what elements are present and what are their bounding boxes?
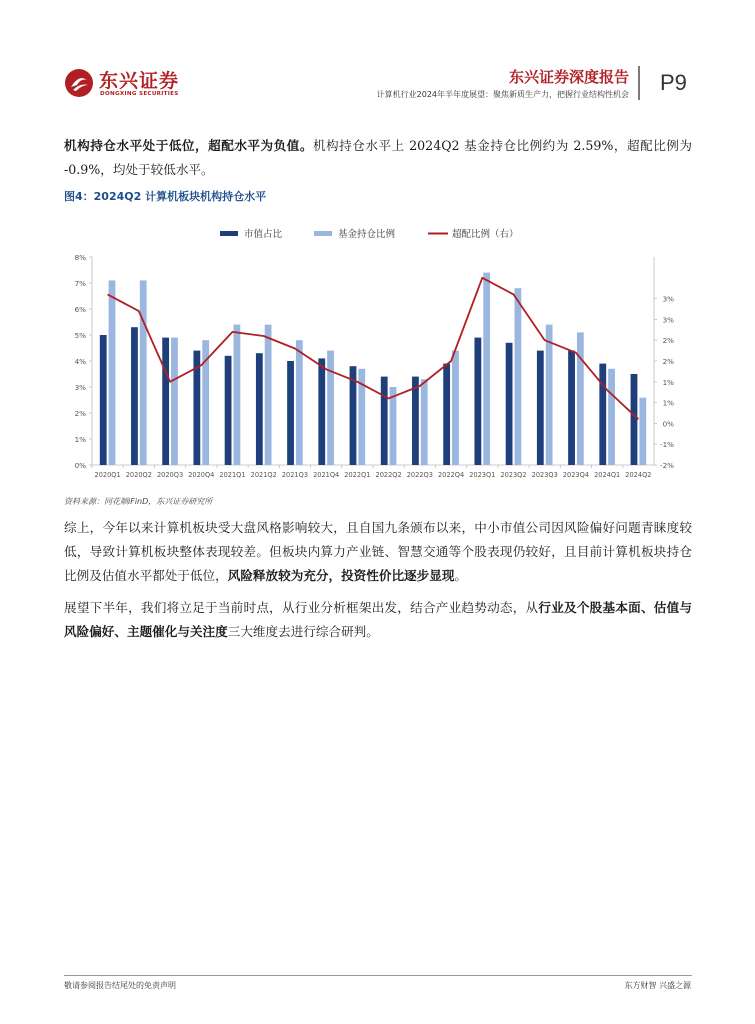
x-axis-tick-label: 2021Q4 — [313, 471, 340, 479]
bar-market-cap-share — [318, 358, 325, 465]
report-subtitle: 计算机行业2024年半年度展望：聚焦新质生产力，把握行业结构性机会 — [376, 90, 629, 99]
bar-market-cap-share — [412, 377, 419, 465]
logo-mark-icon — [64, 68, 94, 98]
bar-fund-holding-ratio — [515, 288, 522, 465]
left-axis-tick-label: 5% — [74, 331, 86, 340]
holdings-chart — [60, 218, 700, 488]
line-overweight-ratio — [108, 278, 639, 419]
left-axis-tick-label: 2% — [74, 409, 86, 418]
right-axis-tick-label: -1% — [660, 440, 674, 450]
bar-fund-holding-ratio — [483, 273, 490, 465]
bar-fund-holding-ratio — [140, 280, 147, 465]
right-axis-tick-label: 0% — [662, 419, 674, 429]
bar-market-cap-share — [474, 338, 481, 465]
x-axis-tick-label: 2022Q3 — [406, 471, 433, 479]
paragraph-outlook — [64, 596, 692, 644]
x-axis-tick-label: 2024Q1 — [594, 471, 621, 479]
x-axis-tick-label: 2022Q2 — [375, 471, 402, 479]
bar-fund-holding-ratio — [421, 379, 428, 465]
bar-market-cap-share — [599, 364, 606, 465]
x-axis-tick-label: 2020Q3 — [156, 471, 184, 479]
bar-market-cap-share — [631, 374, 638, 465]
paragraph-outlook-text1: 展望下半年，我们将立足于当前时点，从行业分析框架出发，结合产业趋势动态，从 — [64, 600, 539, 615]
left-axis-tick-label: 6% — [74, 305, 86, 314]
x-axis-tick-label: 2024Q2 — [625, 471, 652, 479]
figure-source: 资料来源：同花顺iFinD，东兴证券研究所 — [64, 497, 213, 506]
bar-market-cap-share — [568, 351, 575, 465]
right-axis-tick-label: -2% — [660, 461, 674, 470]
bar-market-cap-share — [131, 327, 138, 465]
right-axis-tick-label: 1% — [662, 377, 674, 387]
paragraph-summary — [64, 516, 692, 588]
footer-slogan: 东方财智 兴盛之源 — [624, 981, 691, 990]
bar-fund-holding-ratio — [296, 340, 303, 465]
left-axis-tick-label: 0% — [74, 461, 86, 470]
bar-fund-holding-ratio — [608, 369, 615, 465]
bar-market-cap-share — [256, 353, 263, 465]
report-title: 东兴证券深度报告 — [508, 68, 629, 86]
bar-market-cap-share — [443, 364, 450, 465]
x-axis-tick-label: 2021Q1 — [219, 471, 246, 479]
logo-subtext: DONGXING SECURITIES — [100, 91, 179, 97]
paragraph-outlook-bold: 行业及个股基本面、估值与风险偏好、主题催化与关注度 — [64, 600, 693, 639]
legend-market-cap-share-label: 市值占比 — [244, 229, 283, 240]
right-axis-tick-label: 3% — [662, 315, 674, 325]
footer-disclaimer: 敬请参阅报告结尾处的免责声明 — [64, 981, 176, 990]
bar-fund-holding-ratio — [546, 325, 553, 465]
bar-fund-holding-ratio — [577, 332, 584, 465]
bar-market-cap-share — [162, 338, 169, 465]
paragraph-holdings-text: 机构持仓水平上 2024Q2 基金持仓比例约为 2.59%，超配比例为 -0.9%，均处于较低水平。 — [64, 138, 693, 177]
x-axis-tick-label: 2020Q2 — [125, 471, 152, 479]
bar-fund-holding-ratio — [452, 351, 459, 465]
x-axis-tick-label: 2023Q3 — [531, 471, 558, 479]
paragraph-outlook-text2: 三大维度去进行综合研判。 — [227, 624, 379, 639]
bar-fund-holding-ratio — [390, 387, 397, 465]
bar-fund-holding-ratio — [639, 398, 646, 465]
right-axis-tick-label: 2% — [662, 336, 674, 346]
logo-text: 东兴证券 — [99, 70, 180, 92]
x-axis-tick-label: 2021Q2 — [250, 471, 277, 479]
left-axis-tick-label: 8% — [74, 253, 86, 262]
x-axis-tick-label: 2023Q1 — [469, 471, 496, 479]
figure-title: 图4：2024Q2 计算机板块机构持仓水平 — [64, 190, 267, 203]
x-axis-tick-label: 2022Q1 — [344, 471, 371, 479]
bar-fund-holding-ratio — [265, 325, 272, 465]
right-axis-tick-label: 2% — [662, 357, 674, 366]
legend-fund-holding-ratio-swatch — [314, 231, 332, 236]
x-axis-tick-label: 2020Q1 — [94, 471, 121, 479]
bar-market-cap-share — [100, 335, 107, 465]
right-axis-tick-label: 3% — [662, 294, 674, 304]
x-axis-tick-label: 2021Q3 — [281, 471, 309, 479]
x-axis-tick-label: 2023Q2 — [500, 471, 527, 479]
bar-fund-holding-ratio — [109, 280, 116, 465]
legend-overweight-ratio-label: 超配比例（右） — [452, 229, 519, 240]
paragraph-summary-bold: 风险释放较为充分，投资性价比逐步显现 — [227, 568, 455, 583]
x-axis-tick-label: 2022Q4 — [437, 471, 465, 479]
paragraph-holdings — [64, 134, 692, 182]
x-axis-tick-label: 2023Q4 — [562, 471, 590, 479]
left-axis-tick-label: 1% — [74, 435, 86, 444]
x-axis-tick-label: 2020Q4 — [188, 471, 215, 479]
paragraph-holdings-bold: 机构持仓水平处于低位，超配水平为负值。 — [64, 138, 313, 153]
paragraph-summary-end: 。 — [454, 568, 467, 583]
bar-market-cap-share — [506, 343, 513, 465]
bar-market-cap-share — [537, 351, 544, 465]
paragraph-summary-text: 综上，今年以来计算机板块受大盘风格影响较大，且自国九条颁布以来，中小市值公司因风险偏好问题青睐度较低，导致计算机板块整体表现较差。但板块内算力产业链、智慧交通等个股表现仍较好，且目前计算机板块持仓比例及估值水平都处于低位， — [64, 520, 692, 583]
right-axis-tick-label: 1% — [662, 398, 674, 408]
left-axis-tick-label: 7% — [74, 279, 86, 288]
page-number: P9 — [660, 70, 687, 95]
left-axis-tick-label: 3% — [74, 383, 86, 392]
bar-market-cap-share — [287, 361, 294, 465]
bar-fund-holding-ratio — [327, 351, 334, 465]
left-axis-tick-label: 4% — [74, 357, 86, 366]
footer-rule — [64, 975, 692, 976]
bar-fund-holding-ratio — [171, 338, 178, 465]
header-divider — [638, 66, 640, 100]
legend-market-cap-share-swatch — [220, 231, 238, 236]
bar-market-cap-share — [381, 377, 388, 465]
legend-fund-holding-ratio-label: 基金持仓比例 — [338, 229, 396, 240]
bar-fund-holding-ratio — [234, 325, 241, 465]
bar-market-cap-share — [225, 356, 232, 465]
chart-legend — [220, 228, 519, 240]
